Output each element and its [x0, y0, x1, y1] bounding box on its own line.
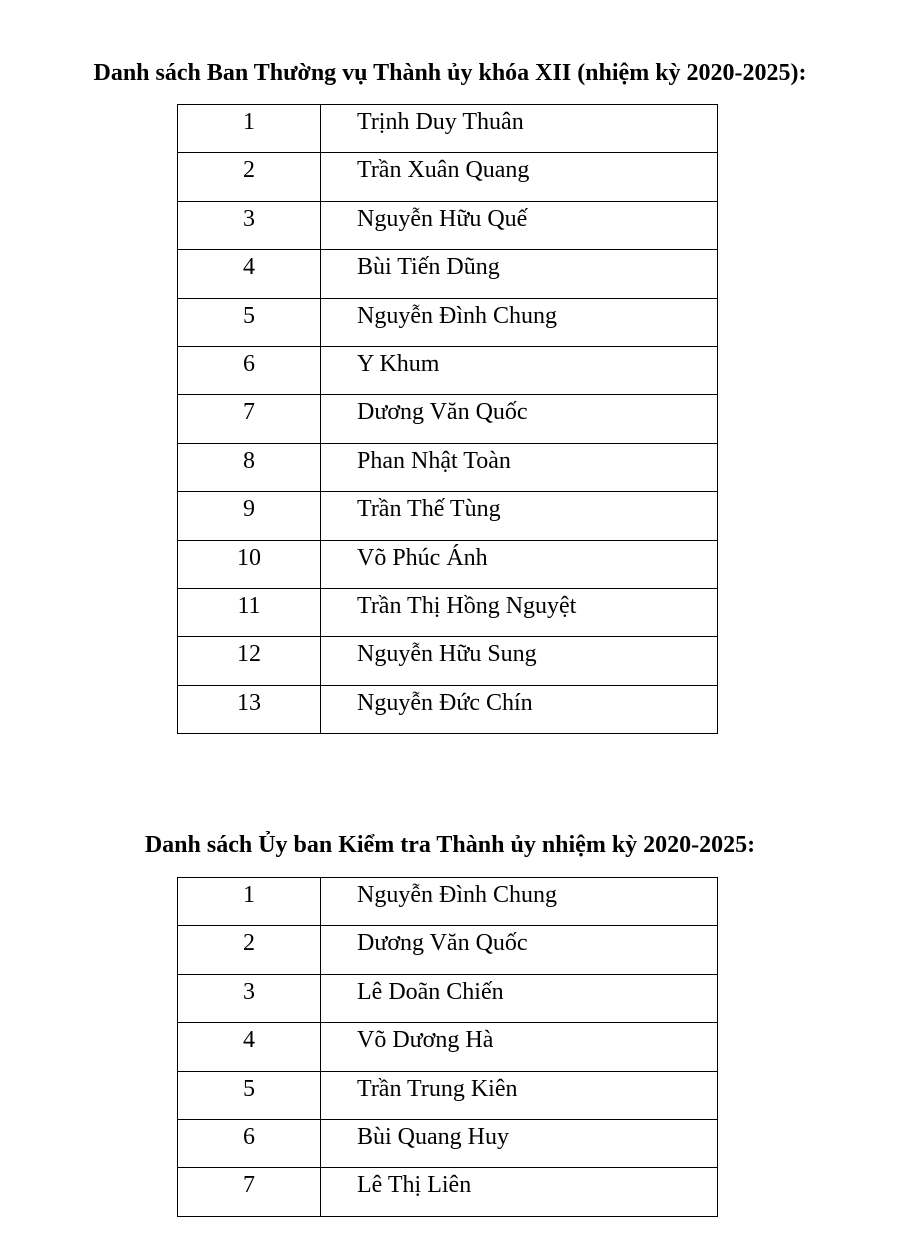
standing-committee-heading: Danh sách Ban Thường vụ Thành ủy khóa XII (nhiệm kỳ 2020-2025): [93, 60, 807, 86]
table-row [178, 395, 718, 443]
table-row [178, 540, 718, 588]
member-number: 11 [178, 588, 321, 636]
member-number: 3 [178, 201, 321, 249]
inspection-committee-table [177, 877, 718, 1217]
table-row [178, 250, 718, 298]
member-number: 4 [178, 1023, 321, 1071]
member-number: 4 [178, 250, 321, 298]
member-name: Bùi Tiến Dũng [321, 250, 718, 298]
table-row [178, 105, 718, 153]
table-row [178, 588, 718, 636]
table-row [178, 1119, 718, 1167]
member-number: 6 [178, 346, 321, 394]
member-number: 5 [178, 1071, 321, 1119]
member-number: 5 [178, 298, 321, 346]
table-row [178, 974, 718, 1022]
member-name: Dương Văn Quốc [321, 395, 718, 443]
member-number: 3 [178, 974, 321, 1022]
member-name: Y Khum [321, 346, 718, 394]
member-number: 10 [178, 540, 321, 588]
member-number: 6 [178, 1119, 321, 1167]
inspection-committee-heading: Danh sách Ủy ban Kiểm tra Thành ủy nhiệm kỳ 2020-2025: [144, 832, 756, 858]
member-name: Dương Văn Quốc [321, 926, 718, 974]
table-row [178, 926, 718, 974]
table-row [178, 1023, 718, 1071]
member-number: 1 [178, 105, 321, 153]
table-row [178, 298, 718, 346]
member-name: Phan Nhật Toàn [321, 443, 718, 491]
member-number: 8 [178, 443, 321, 491]
member-name: Trần Trung Kiên [321, 1071, 718, 1119]
table-row [178, 492, 718, 540]
member-name: Nguyễn Hữu Sung [321, 637, 718, 685]
table-row [178, 153, 718, 201]
member-name: Nguyễn Đình Chung [321, 298, 718, 346]
member-name: Bùi Quang Huy [321, 1119, 718, 1167]
member-name: Lê Thị Liên [321, 1168, 718, 1216]
member-name: Võ Dương Hà [321, 1023, 718, 1071]
member-name: Nguyễn Đức Chín [321, 685, 718, 733]
member-number: 13 [178, 685, 321, 733]
table-row [178, 201, 718, 249]
member-number: 2 [178, 926, 321, 974]
table-row [178, 878, 718, 926]
table-row [178, 346, 718, 394]
member-name: Trịnh Duy Thuân [321, 105, 718, 153]
member-name: Trần Thị Hồng Nguyệt [321, 588, 718, 636]
member-number: 7 [178, 1168, 321, 1216]
member-number: 2 [178, 153, 321, 201]
member-number: 1 [178, 878, 321, 926]
member-name: Trần Xuân Quang [321, 153, 718, 201]
table-row [178, 685, 718, 733]
member-name: Trần Thế Tùng [321, 492, 718, 540]
table-row [178, 637, 718, 685]
table-row [178, 1071, 718, 1119]
inspection-committee-table-body [178, 878, 718, 1217]
member-name: Nguyễn Hữu Quế [321, 201, 718, 249]
member-number: 9 [178, 492, 321, 540]
standing-committee-table [177, 104, 718, 734]
table-row [178, 443, 718, 491]
standing-committee-table-body [178, 105, 718, 734]
member-name: Lê Doãn Chiến [321, 974, 718, 1022]
member-name: Nguyễn Đình Chung [321, 878, 718, 926]
member-number: 7 [178, 395, 321, 443]
member-name: Võ Phúc Ánh [321, 540, 718, 588]
table-row [178, 1168, 718, 1216]
member-number: 12 [178, 637, 321, 685]
